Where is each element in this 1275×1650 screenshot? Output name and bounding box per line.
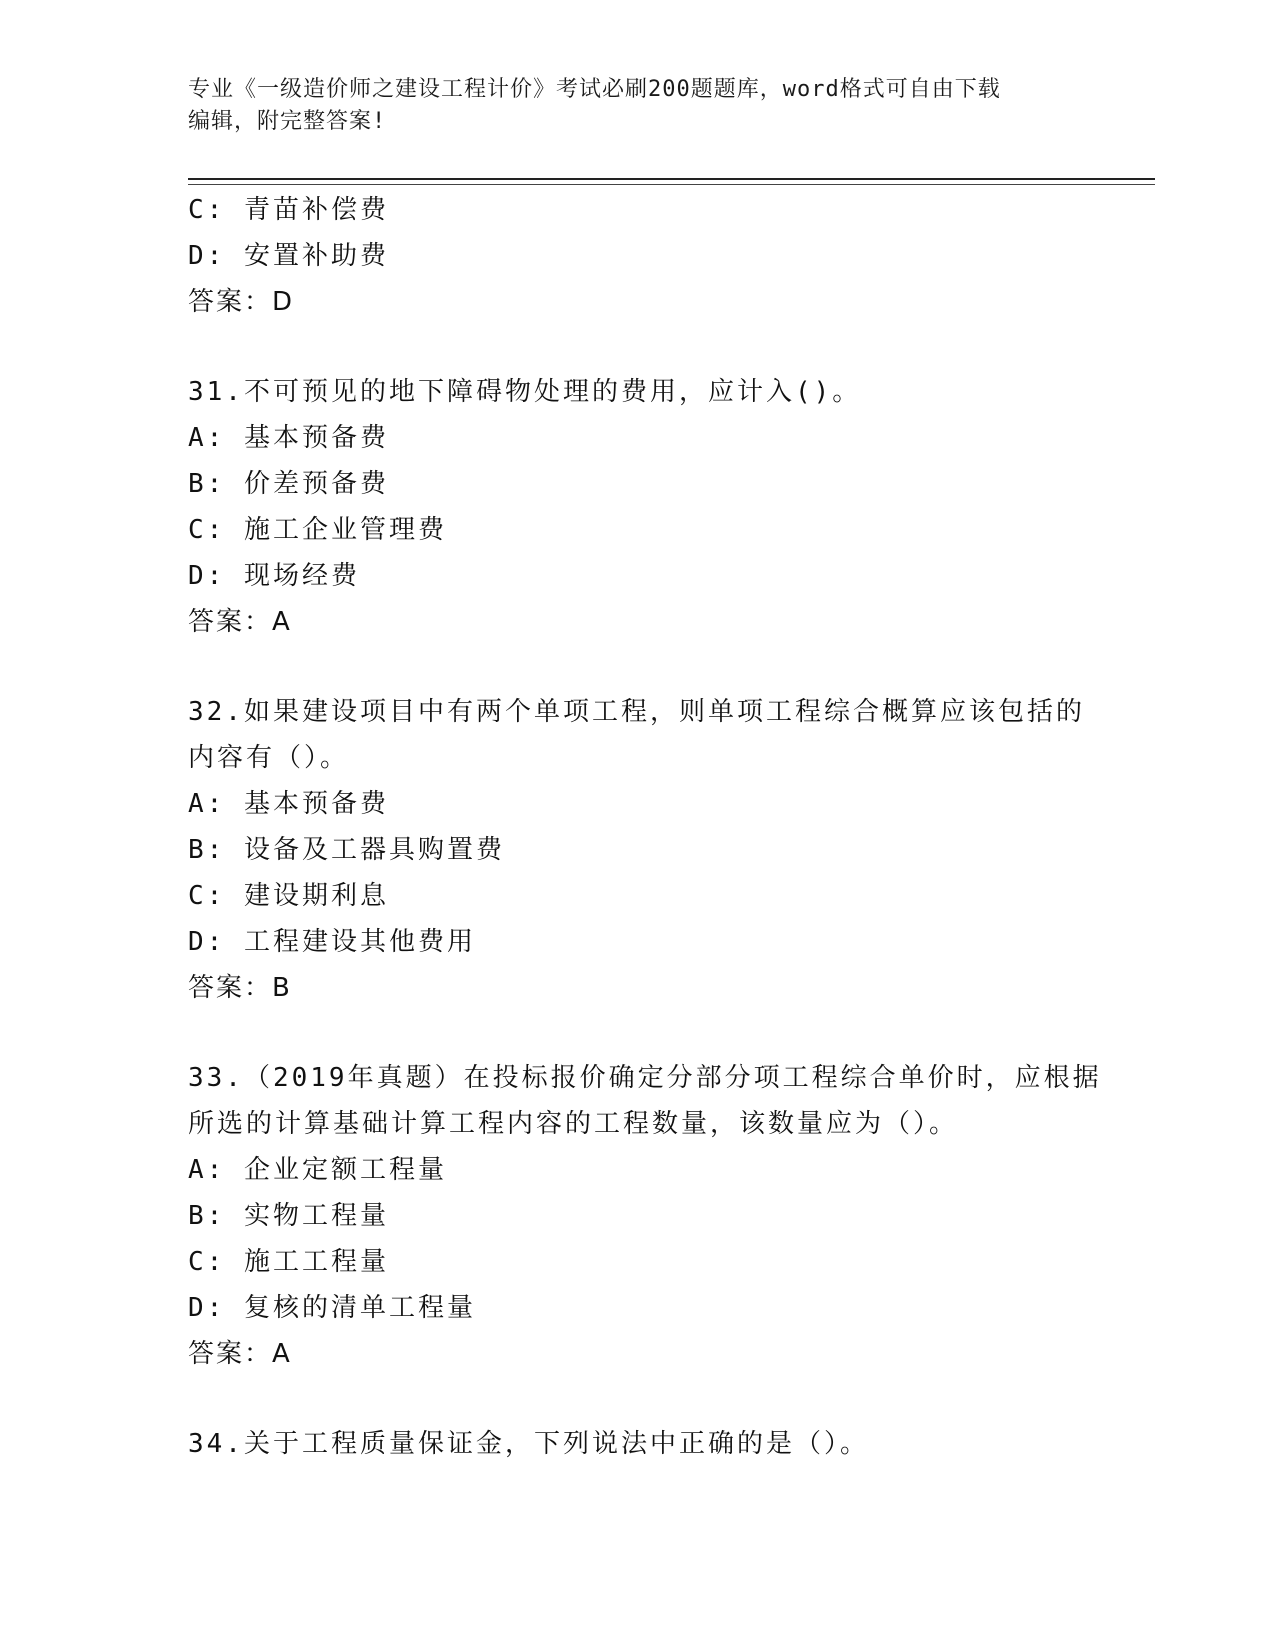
document-header — [188, 74, 1068, 138]
question-stem-line-1: 32.如果建设项目中有两个单项工程，则单项工程综合概算应该包括的 — [188, 697, 1085, 727]
spacer — [188, 1011, 1088, 1055]
question-stem: 34.关于工程质量保证金，下列说法中正确的是（）。 — [188, 1429, 869, 1459]
option-d: D: 工程建设其他费用 — [188, 927, 476, 957]
option-c: C: 建设期利息 — [188, 881, 389, 911]
option-b: B: 价差预备费 — [188, 469, 389, 499]
header-divider-thick — [188, 178, 1155, 180]
question-30-tail — [188, 187, 1088, 325]
option-c: C: 施工企业管理费 — [188, 515, 447, 545]
option-b: B: 设备及工器具购置费 — [188, 835, 505, 865]
option-c: C: 施工工程量 — [188, 1247, 389, 1277]
header-title-line-2: 编辑，附完整答案! — [188, 109, 387, 134]
option-a: A: 基本预备费 — [188, 423, 389, 453]
spacer — [188, 645, 1088, 689]
header-title-line-1: 专业《一级造价师之建设工程计价》考试必刷200题题库，word格式可自由下载 — [188, 77, 1001, 102]
option-c: C: 青苗补偿费 — [188, 195, 389, 225]
question-list — [188, 187, 1102, 1467]
question-34 — [188, 1421, 1088, 1467]
question-32 — [188, 689, 1088, 1011]
option-a: A: 基本预备费 — [188, 789, 389, 819]
header-divider-thin — [188, 184, 1155, 185]
answer: 答案：B — [188, 973, 292, 1003]
question-31 — [188, 369, 1088, 645]
question-stem-line-2: 所选的计算基础计算工程内容的工程数量，该数量应为（）。 — [188, 1109, 959, 1139]
answer: 答案：A — [188, 607, 292, 637]
option-d: D: 安置补助费 — [188, 241, 389, 271]
option-a: A: 企业定额工程量 — [188, 1155, 447, 1185]
spacer — [188, 1377, 1088, 1421]
question-33 — [188, 1055, 1102, 1377]
answer: 答案：A — [188, 1339, 292, 1369]
question-stem-line-1: 33.（2019年真题）在投标报价确定分部分项工程综合单价时，应根据 — [188, 1063, 1102, 1093]
question-stem: 31.不可预见的地下障碍物处理的费用，应计入()。 — [188, 377, 862, 407]
spacer — [188, 325, 1088, 369]
option-b: B: 实物工程量 — [188, 1201, 389, 1231]
option-d: D: 复核的清单工程量 — [188, 1293, 476, 1323]
answer: 答案：D — [188, 287, 295, 317]
question-stem-line-2: 内容有（）。 — [188, 743, 350, 773]
option-d: D: 现场经费 — [188, 561, 360, 591]
